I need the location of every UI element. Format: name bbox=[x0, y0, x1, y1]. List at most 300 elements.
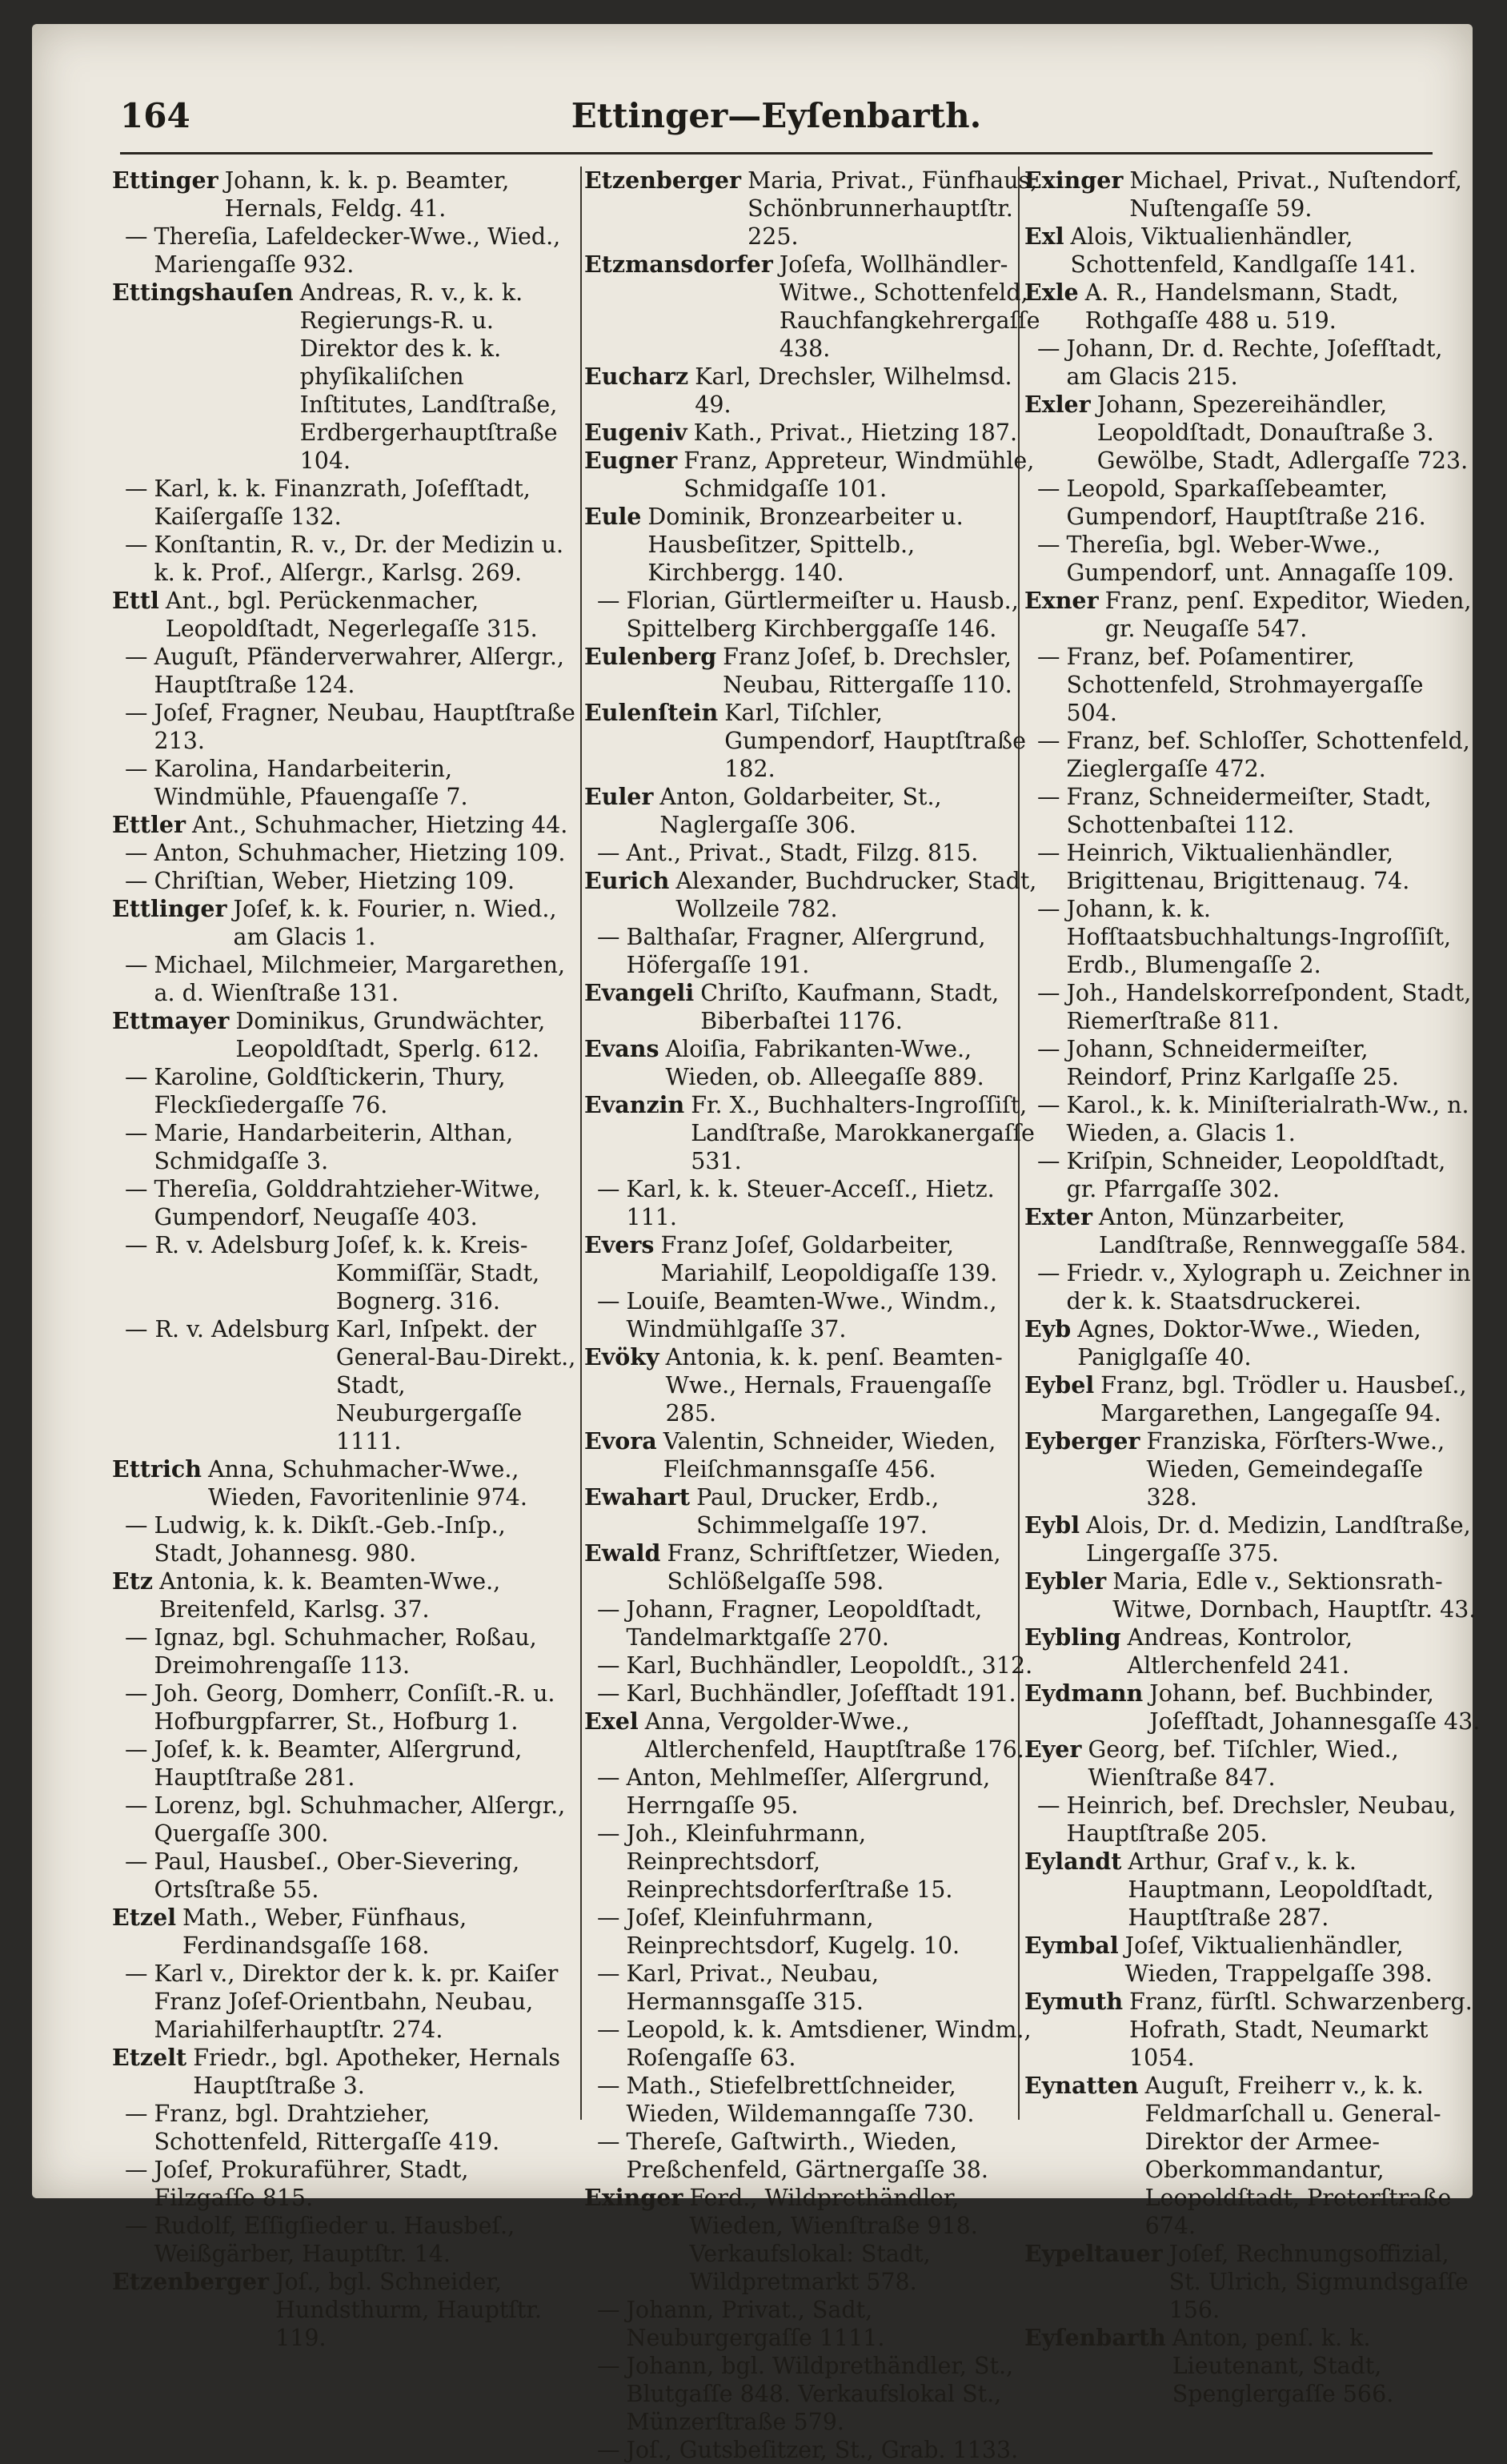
entry-details: Michael, Privat., Nuſtendorf, Nuſtengaſſe 59. bbox=[1129, 167, 1462, 222]
entry-details: Franziska, Förſters-Wwe., Wieden, Gemeindegaſſe 328. bbox=[1146, 1428, 1445, 1511]
entry-details: Ant., bgl. Perückenmacher, Leopoldſtadt, Negerlegaſſe 315. bbox=[165, 588, 538, 642]
entry-surname: Eybling bbox=[1024, 1623, 1121, 1651]
entry-details: Franz Joſef, Goldarbeiter, Mariahilf, Leopoldigaſſe 139. bbox=[660, 1232, 998, 1286]
directory-entry bbox=[112, 1511, 576, 1567]
entry-surname: — bbox=[125, 1064, 148, 1090]
directory-entry bbox=[112, 867, 576, 895]
entry-surname: Etzenberger bbox=[112, 2268, 270, 2295]
directory-entry bbox=[112, 895, 576, 951]
directory-entry bbox=[584, 167, 1040, 251]
directory-entry bbox=[1024, 2240, 1481, 2324]
entry-details: Karl, Buchhändler, Leopoldſt., 312. bbox=[626, 1652, 1033, 1679]
entry-details: Heinrich, Viktualienhändler, Brigittenau, Brigittenaug. 74. bbox=[1066, 840, 1410, 894]
entry-surname: — bbox=[125, 1848, 148, 1875]
entry-surname: — bbox=[1037, 728, 1060, 754]
entry-details: Karl, Drechsler, Wilhelmsd. 49. bbox=[695, 363, 1012, 418]
entry-details: Ludwig, k. k. Dikſt.-Geb.-Inſp., Stadt, Johannesg. 980. bbox=[154, 1512, 506, 1567]
entry-details: Michael, Milchmeier, Margarethen, a. d. Wienſtraße 131. bbox=[154, 952, 566, 1006]
entry-surname: Eybler bbox=[1024, 1567, 1107, 1595]
page-number: 164 bbox=[120, 96, 190, 135]
entry-surname: — bbox=[1037, 1260, 1060, 1286]
entry-details: Alexander, Buchdrucker, Stadt, Wollzeile 782. bbox=[675, 868, 1037, 922]
directory-entry bbox=[112, 223, 576, 279]
directory-entry bbox=[1024, 475, 1481, 531]
entry-details: Franz, penſ. Expeditor, Wieden, gr. Neugaſſe 547. bbox=[1104, 588, 1472, 642]
entry-surname: Exler bbox=[1024, 391, 1091, 418]
entry-surname: Etzelt bbox=[112, 2044, 187, 2071]
entry-details: Karl, Tiſchler, Gumpendorf, Hauptſtraße 182. bbox=[724, 700, 1026, 782]
entry-details: Maria, Privat., Fünfhaus, Schönbrunnerhauptſtr. 225. bbox=[747, 167, 1038, 250]
directory-entry bbox=[584, 2072, 1040, 2128]
entry-surname: — bbox=[125, 644, 148, 670]
directory-entry bbox=[584, 587, 1040, 643]
entry-surname: — bbox=[125, 1680, 148, 1707]
entry-surname: Ettingshauſen bbox=[112, 279, 294, 306]
directory-entry bbox=[1024, 1371, 1481, 1427]
directory-entry bbox=[112, 1679, 576, 1736]
entry-surname: Eynatten bbox=[1024, 2072, 1139, 2099]
directory-entry bbox=[1024, 1848, 1481, 1932]
directory-entry bbox=[112, 1007, 576, 1063]
entry-surname: Euler bbox=[584, 783, 654, 810]
entry-surname: Etz bbox=[112, 1567, 154, 1595]
entry-surname: Eurich bbox=[584, 867, 670, 894]
entry-surname: — bbox=[1037, 532, 1060, 558]
entry-surname: — bbox=[597, 2129, 620, 2155]
entry-details: Franz, bgl. Drahtzieher, Schottenfeld, Rittergaſſe 419. bbox=[154, 2101, 500, 2155]
directory-entry bbox=[112, 2156, 576, 2212]
directory-entry bbox=[112, 279, 576, 475]
entry-details: Joſef, k. k. Kreis-Kommiſſär, Stadt, Bognerg. 316. bbox=[335, 1232, 540, 1314]
entry-details: Friedr., bgl. Apotheker, Hernals Hauptſtraße 3. bbox=[193, 2045, 561, 2099]
entry-surname: Exel bbox=[584, 1708, 639, 1735]
entry-surname: Evora bbox=[584, 1427, 657, 1455]
entry-surname: Eyb bbox=[1024, 1315, 1072, 1342]
directory-entry bbox=[1024, 1259, 1481, 1315]
directory-entry bbox=[584, 503, 1040, 587]
entry-details: Karl, Buchhändler, Joſefſtadt 191. bbox=[626, 1680, 1016, 1707]
entry-surname: — bbox=[597, 1680, 620, 1707]
entry-details: Florian, Gürtlermeiſter u. Hausb., Spittelberg Kirchberggaſſe 146. bbox=[626, 588, 1019, 642]
directory-entry bbox=[584, 363, 1040, 419]
entry-surname: — bbox=[125, 2101, 148, 2127]
directory-entry bbox=[1024, 1091, 1481, 1147]
entry-surname: Exter bbox=[1024, 1203, 1093, 1230]
entry-details: Chriſto, Kaufmann, Stadt, Biberbaſtei 1176. bbox=[700, 980, 1000, 1034]
entry-surname: Ettlinger bbox=[112, 895, 227, 922]
entry-surname: Eybel bbox=[1024, 1371, 1095, 1399]
directory-entry bbox=[1024, 979, 1481, 1035]
entry-surname: — bbox=[1037, 1148, 1060, 1174]
entry-details: Anton, penſ. k. k. Lieutenant, Stadt, Spenglergaſſe 566. bbox=[1172, 2325, 1394, 2407]
entry-details: Andreas, R. v., k. k. Regierungs-R. u. Direktor des k. k. phyſikaliſchen Inſtitutes, Landſtraße, Erdbergerhauptſtraße 104. bbox=[299, 279, 558, 474]
directory-entry bbox=[112, 531, 576, 587]
directory-entry bbox=[1024, 391, 1481, 475]
directory-entry bbox=[1024, 1427, 1481, 1511]
entry-surname: — bbox=[597, 1288, 620, 1314]
entry-surname: Evers bbox=[584, 1231, 655, 1258]
entry-details: Lorenz, bgl. Schuhmacher, Alſergr., Quergaſſe 300. bbox=[154, 1792, 566, 1847]
entry-surname: — bbox=[125, 840, 148, 866]
entry-details: Anna, Vergolder-Wwe., Altlerchenfeld, Hauptſtraße 176. bbox=[644, 1708, 1024, 1763]
directory-entry bbox=[112, 1623, 576, 1679]
entry-surname: Eyſenbarth bbox=[1024, 2324, 1166, 2351]
entry-details: Ant., Privat., Stadt, Filzg. 815. bbox=[626, 840, 979, 866]
entry-details: Johann, Schneidermeiſter, Reindorf, Prinz Karlgaſſe 25. bbox=[1066, 1036, 1399, 1090]
column-1 bbox=[112, 167, 576, 2351]
entry-details: Ignaz, bgl. Schuhmacher, Roßau, Dreimohrengaſſe 113. bbox=[154, 1624, 537, 1679]
entry-surname: — bbox=[125, 1512, 148, 1539]
directory-entry bbox=[112, 951, 576, 1007]
entry-surname: Eylandt bbox=[1024, 1848, 1122, 1875]
directory-entry bbox=[112, 167, 576, 223]
entry-surname: — bbox=[1037, 644, 1060, 670]
entry-details: Joh., Kleinfuhrmann, Reinprechtsdorf, Reinprechtsdorferſtraße 15. bbox=[626, 1820, 953, 1903]
entry-details: Joſ., Gutsbeſitzer, St., Grab. 1133. bbox=[626, 2437, 1019, 2463]
entry-details: Joſef, Rechnungsoffizial, St. Ulrich, Sigmundsgaſſe 156. bbox=[1168, 2241, 1469, 2323]
directory-entry bbox=[1024, 1988, 1481, 2072]
directory-entry bbox=[1024, 1679, 1481, 1736]
entry-surname: — bbox=[125, 223, 148, 250]
entry-details: Anna, Schuhmacher-Wwe., Wieden, Favoritenlinie 974. bbox=[207, 1456, 527, 1511]
entry-details: Aloiſia, Fabrikanten-Wwe., Wieden, ob. Alleegaſſe 889. bbox=[665, 1036, 984, 1090]
entry-surname: — bbox=[125, 1120, 148, 1146]
entry-details: Joſef, k. k. Beamter, Alſergrund, Hauptſtraße 281. bbox=[154, 1736, 523, 1791]
entry-details: Franz, fürſtl. Schwarzenberg. Hofrath, Stadt, Neumarkt 1054. bbox=[1129, 1988, 1473, 2071]
directory-entry bbox=[1024, 1932, 1481, 1988]
entry-surname: Ettler bbox=[112, 811, 186, 838]
entry-details: Johann, Privat., Sadt, Neuburgergaſſe 1111. bbox=[626, 2297, 885, 2351]
entry-details: Johann, bef. Buchbinder, Joſefſtadt, Johannesgaſſe 43. bbox=[1149, 1680, 1481, 1735]
entry-details: Thereſia, Golddrahtzieher-Witwe, Gumpendorf, Neugaſſe 403. bbox=[154, 1176, 541, 1230]
directory-entry bbox=[584, 1708, 1040, 1764]
directory-entry bbox=[112, 1455, 576, 1511]
directory-entry bbox=[112, 2044, 576, 2100]
entry-surname: — bbox=[597, 1596, 620, 1623]
entry-details: Paul, Hausbeſ., Ober-Sievering, Ortsſtraße 55. bbox=[154, 1848, 520, 1903]
entry-details: Johann, Fragner, Leopoldſtadt, Tandelmarktgaſſe 270. bbox=[626, 1596, 983, 1651]
entry-details: Joh. Georg, Domherr, Conſiſt.-R. u. Hofburgpfarrer, St., Hofburg 1. bbox=[154, 1680, 555, 1735]
directory-entry bbox=[1024, 1623, 1481, 1679]
entry-details: Johann, bgl. Wildprethändler, St., Blutgaſſe 848. Verkaufslokal St., Münzerſtraße 579. bbox=[626, 2353, 1014, 2435]
running-head: Ettinger—Eyſenbarth. bbox=[571, 96, 982, 135]
entry-details: Johann, Dr. d. Rechte, Joſefſtadt, am Glacis 215. bbox=[1066, 335, 1443, 390]
directory-entry bbox=[584, 1904, 1040, 1960]
entry-details: Konſtantin, R. v., Dr. der Medizin u. k. k. Prof., Alſergr., Karlsg. 269. bbox=[154, 532, 564, 586]
directory-entry bbox=[1024, 587, 1481, 643]
directory-entry bbox=[584, 783, 1040, 839]
directory-entry bbox=[584, 2016, 1040, 2072]
entry-details: Leopold, k. k. Amtsdiener, Windm., Roſengaſſe 63. bbox=[626, 2017, 1032, 2071]
entry-surname: — bbox=[597, 2297, 620, 2323]
entry-surname: — bbox=[1037, 980, 1060, 1006]
entry-details: Kriſpin, Schneider, Leopoldſtadt, gr. Pfarrgaſſe 302. bbox=[1066, 1148, 1446, 1202]
directory-entry bbox=[584, 699, 1040, 783]
directory-entry bbox=[584, 1679, 1040, 1708]
entry-surname: Eypeltauer bbox=[1024, 2240, 1163, 2267]
entry-details: Joh., Handelskorreſpondent, Stadt, Riemerſtraße 811. bbox=[1066, 980, 1472, 1034]
entry-surname: — bbox=[125, 868, 148, 894]
entry-surname: — bbox=[597, 2437, 620, 2463]
entry-surname: — bbox=[597, 924, 620, 950]
entry-surname: — bbox=[597, 1960, 620, 1987]
entry-surname: Evanzin bbox=[584, 1091, 685, 1118]
entry-details: Agnes, Doktor-Wwe., Wieden, Paniglgaſſe 40. bbox=[1077, 1316, 1421, 1370]
entry-surname: — bbox=[597, 2073, 620, 2099]
entry-surname: Eydmann bbox=[1024, 1679, 1144, 1707]
entry-surname: — bbox=[125, 2157, 148, 2183]
entry-surname: — bbox=[1037, 476, 1060, 502]
entry-details: Kath., Privat., Hietzing 187. bbox=[693, 419, 1018, 446]
directory-entry bbox=[1024, 167, 1481, 223]
entry-details: Joſef, Viktualienhändler, Wieden, Trappelgaſſe 398. bbox=[1124, 1932, 1433, 1987]
entry-details: Fr. X., Buchhalters-Ingroſſiſt, Landſtraße, Marokkanergaſſe 531. bbox=[691, 1092, 1035, 1174]
directory-entry bbox=[584, 1960, 1040, 2016]
entry-surname: Eugeniv bbox=[584, 419, 687, 446]
entry-surname: — bbox=[125, 1176, 148, 1202]
entry-details: Karolina, Handarbeiterin, Windmühle, Pfauengaſſe 7. bbox=[154, 756, 468, 810]
entry-surname: — bbox=[125, 2213, 148, 2239]
directory-entry bbox=[112, 587, 576, 643]
entry-details: Joſefa, Wollhändler-Witwe., Schottenfeld, Rauchfangkehrergaſſe 438. bbox=[779, 251, 1040, 362]
directory-entry bbox=[112, 1960, 576, 2044]
directory-page bbox=[32, 24, 1481, 2463]
entry-details: Anton, Mehlmeſſer, Alſergrund, Herrngaſſe 95. bbox=[626, 1764, 991, 1819]
directory-entry bbox=[584, 2296, 1040, 2352]
entry-surname: Exner bbox=[1024, 587, 1099, 614]
entry-details: Andreas, Kontrolor, Altlerchenfeld 241. bbox=[1127, 1624, 1353, 1679]
directory-entry bbox=[584, 2436, 1040, 2464]
entry-details: Thereſia, bgl. Weber-Wwe., Gumpendorf, unt. Annagaſſe 109. bbox=[1066, 532, 1455, 586]
entry-surname: — bbox=[125, 700, 148, 726]
entry-details: Karl v., Direktor der k. k. pr. Kaiſer Franz Joſef-Orientbahn, Neubau, Mariahilferhauptſtr. 274. bbox=[154, 1960, 559, 2043]
directory-entry bbox=[584, 447, 1040, 503]
entry-details: Arthur, Graf v., k. k. Hauptmann, Leopoldſtadt, Hauptſtraße 287. bbox=[1128, 1848, 1434, 1931]
directory-entry bbox=[584, 643, 1040, 699]
directory-entry bbox=[1024, 1203, 1481, 1259]
entry-details: Karl, k. k. Steuer-Acceſſ., Hietz. 111. bbox=[626, 1176, 995, 1230]
entry-surname: — bbox=[125, 1736, 148, 1763]
entry-surname: — bbox=[125, 952, 148, 978]
entry-details: Thereſe, Gaſtwirth., Wieden, Preßchenfeld, Gärtnergaſſe 38. bbox=[626, 2129, 988, 2183]
entry-surname: — bbox=[597, 2017, 620, 2043]
directory-entry bbox=[1024, 643, 1481, 727]
entry-surname: — bbox=[1037, 784, 1060, 810]
directory-entry bbox=[584, 1343, 1040, 1427]
directory-entry bbox=[112, 1231, 576, 1315]
entry-surname: Exle bbox=[1024, 279, 1079, 306]
entry-details: Heinrich, bef. Drechsler, Neubau, Hauptſtraße 205. bbox=[1066, 1792, 1457, 1847]
entry-surname: Eulenberg bbox=[584, 643, 717, 670]
directory-entry bbox=[584, 251, 1040, 363]
directory-entry bbox=[1024, 1792, 1481, 1848]
entry-surname: Evans bbox=[584, 1035, 659, 1062]
directory-entry bbox=[112, 1315, 576, 1455]
directory-entry bbox=[584, 867, 1040, 923]
entry-details: Joſ., bgl. Schneider, Hundsthurm, Hauptſtr. 119. bbox=[275, 2269, 542, 2351]
directory-entry bbox=[584, 1175, 1040, 1231]
entry-details: Karol., k. k. Miniſterialrath-Ww., n. Wieden, a. Glacis 1. bbox=[1066, 1092, 1469, 1146]
directory-entry bbox=[112, 2268, 576, 2352]
entry-details: Anton, Schuhmacher, Hietzing 109. bbox=[154, 840, 566, 866]
directory-entry bbox=[1024, 279, 1481, 335]
entry-details: Balthaſar, Fragner, Alſergrund, Höfergaſſe 191. bbox=[626, 924, 986, 978]
entry-surname: — bbox=[597, 588, 620, 614]
entry-surname: — bbox=[125, 1960, 148, 1987]
directory-entry bbox=[112, 1063, 576, 1119]
directory-entry bbox=[584, 2184, 1040, 2296]
entry-surname: — bbox=[1037, 840, 1060, 866]
column-3 bbox=[1024, 167, 1481, 2407]
entry-details: Franz, Appreteur, Windmühle, Schmidgaſſe 101. bbox=[683, 447, 1035, 502]
directory-entry bbox=[584, 1091, 1040, 1175]
directory-entry bbox=[1024, 1511, 1481, 1567]
directory-entry bbox=[584, 979, 1040, 1035]
entry-surname: Eymuth bbox=[1024, 1988, 1124, 2015]
entry-details: Joſef, k. k. Fourier, n. Wied., am Glacis 1. bbox=[233, 896, 557, 950]
entry-details: Antonia, k. k. Beamten-Wwe., Breitenfeld, Karlsg. 37. bbox=[159, 1568, 501, 1623]
entry-surname: — R. v. Adelsburg bbox=[125, 1232, 330, 1258]
entry-surname: — bbox=[1037, 1792, 1060, 1819]
entry-surname: Eyberger bbox=[1024, 1427, 1140, 1455]
entry-surname: — bbox=[597, 1652, 620, 1679]
directory-entry bbox=[1024, 223, 1481, 279]
directory-entry bbox=[112, 475, 576, 531]
directory-entry bbox=[1024, 1315, 1481, 1371]
entry-details: Auguſt, Freiherr v., k. k. Feldmarſchall u. General-Direktor der Armee-Oberkommandantur, Leopoldſtadt, Preterſtraße 674. bbox=[1144, 2073, 1452, 2239]
entry-surname: — bbox=[597, 2353, 620, 2379]
entry-details: Franz, Schriftſetzer, Wieden, Schlößelgaſſe 598. bbox=[667, 1540, 1001, 1595]
entry-surname: — bbox=[1037, 335, 1060, 362]
directory-entry bbox=[584, 1595, 1040, 1651]
directory-entry bbox=[584, 2128, 1040, 2184]
entry-details: Thereſia, Lafeldecker-Wwe., Wied., Mariengaſſe 932. bbox=[154, 223, 561, 278]
entry-surname: Ettl bbox=[112, 587, 159, 614]
entry-surname: Eulenſtein bbox=[584, 699, 719, 726]
directory-entry bbox=[584, 1651, 1040, 1679]
entry-details: Karl, Privat., Neubau, Hermannsgaſſe 315. bbox=[626, 1960, 880, 2015]
entry-details: Math., Weber, Fünfhaus, Ferdinandsgaſſe 168. bbox=[182, 1904, 467, 1959]
entry-details: A. R., Handelsmann, Stadt, Rothgaſſe 488 u. 519. bbox=[1084, 279, 1399, 334]
entry-surname: — bbox=[597, 1176, 620, 1202]
entry-surname: Ewald bbox=[584, 1539, 661, 1567]
entry-details: Auguſt, Pfänderverwahrer, Alſergr., Hauptſtraße 124. bbox=[154, 644, 564, 698]
entry-surname: — bbox=[125, 1792, 148, 1819]
entry-details: Karl, Inſpekt. der General-Bau-Direkt., Stadt, Neuburgergaſſe 1111. bbox=[335, 1316, 576, 1455]
directory-entry bbox=[1024, 783, 1481, 839]
entry-surname: Evangeli bbox=[584, 979, 695, 1006]
column-2 bbox=[584, 167, 1040, 2463]
entry-surname: — bbox=[597, 1904, 620, 1931]
directory-entry bbox=[112, 643, 576, 699]
entry-surname: Evöky bbox=[584, 1343, 659, 1370]
entry-surname: — bbox=[597, 840, 620, 866]
entry-details: Franz, bef. Schloſſer, Schottenfeld, Zieglergaſſe 472. bbox=[1066, 728, 1470, 782]
entry-details: Alois, Dr. d. Medizin, Landſtraße, Lingergaſſe 375. bbox=[1086, 1512, 1471, 1567]
directory-entry bbox=[112, 1904, 576, 1960]
directory-entry bbox=[584, 1539, 1040, 1595]
directory-entry bbox=[112, 1175, 576, 1231]
directory-entry bbox=[1024, 2324, 1481, 2408]
entry-details: Anton, Münzarbeiter, Landſtraße, Rennweggaſſe 584. bbox=[1099, 1204, 1467, 1258]
entry-surname: Ettmayer bbox=[112, 1007, 230, 1034]
entry-surname: — bbox=[597, 1764, 620, 1791]
entry-details: Alois, Viktualienhändler, Schottenfeld, Kandlgaſſe 141. bbox=[1070, 223, 1417, 278]
entry-details: Joſef, Prokuraführer, Stadt, Filzgaſſe 815. bbox=[154, 2157, 469, 2211]
directory-entry bbox=[584, 1483, 1040, 1539]
entry-surname: — bbox=[597, 1820, 620, 1847]
directory-entry bbox=[1024, 1567, 1481, 1623]
entry-surname: Eugner bbox=[584, 447, 678, 474]
directory-entry bbox=[1024, 1147, 1481, 1203]
entry-surname: Eybl bbox=[1024, 1511, 1080, 1539]
directory-entry bbox=[1024, 839, 1481, 895]
directory-entry bbox=[1024, 895, 1481, 979]
entry-surname: Ettinger bbox=[112, 167, 218, 194]
directory-entry bbox=[584, 1820, 1040, 1904]
entry-surname: Exinger bbox=[1024, 167, 1124, 194]
directory-entry bbox=[112, 755, 576, 811]
entry-details: Johann, k. k. Hofſtaatsbuchhaltungs-Ingroſſiſt, Erdb., Blumengaſſe 2. bbox=[1066, 896, 1452, 978]
entry-surname: Eyer bbox=[1024, 1736, 1082, 1763]
entry-details: Joſef, Kleinfuhrmann, Reinprechtsdorf, Kugelg. 10. bbox=[626, 1904, 960, 1959]
page-header bbox=[120, 96, 1433, 155]
entry-surname: Etzmansdorfer bbox=[584, 251, 773, 278]
entry-details: Chriſtian, Weber, Hietzing 109. bbox=[154, 868, 515, 894]
directory-entry bbox=[584, 2352, 1040, 2436]
entry-surname: — bbox=[1037, 1092, 1060, 1118]
directory-entry bbox=[1024, 2072, 1481, 2240]
directory-entry bbox=[584, 839, 1040, 867]
entry-surname: Ettrich bbox=[112, 1455, 202, 1483]
entry-surname: Eule bbox=[584, 503, 642, 530]
entry-details: Louiſe, Beamten-Wwe., Windm., Windmühlgaſſe 37. bbox=[626, 1288, 997, 1342]
entry-details: Ferd., Wildprethändler, Wieden, Wienſtraße 918. Verkaufslokal: Stadt, Wildpretmarkt 578. bbox=[689, 2185, 978, 2295]
directory-entry bbox=[584, 1035, 1040, 1091]
entry-surname: Etzel bbox=[112, 1904, 177, 1931]
directory-entry bbox=[112, 1567, 576, 1623]
directory-entry bbox=[1024, 1035, 1481, 1091]
directory-entry bbox=[112, 1119, 576, 1175]
entry-details: Franz, bef. Poſamentirer, Schottenfeld, Strohmayergaſſe 504. bbox=[1066, 644, 1424, 726]
entry-surname: Eymbal bbox=[1024, 1932, 1119, 1959]
directory-entry bbox=[584, 1287, 1040, 1343]
entry-details: Johann, k. k. p. Beamter, Hernals, Feldg. 41. bbox=[224, 167, 510, 222]
entry-details: Valentin, Schneider, Wieden, Fleiſchmannsgaſſe 456. bbox=[663, 1428, 996, 1483]
directory-entry bbox=[112, 1792, 576, 1848]
entry-details: Georg, bef. Tiſchler, Wied., Wienſtraße 847. bbox=[1088, 1736, 1399, 1791]
entry-details: Franz, Schneidermeiſter, Stadt, Schottenbaſtei 112. bbox=[1066, 784, 1432, 838]
directory-entry bbox=[112, 699, 576, 755]
entry-surname: — bbox=[1037, 1036, 1060, 1062]
entry-details: Joſef, Fragner, Neubau, Hauptſtraße 213. bbox=[154, 700, 575, 754]
entry-details: Johann, Spezereihändler, Leopoldſtadt, Donauſtraße 3. Gewölbe, Stadt, Adlergaſſe 723. bbox=[1096, 391, 1469, 474]
entry-surname: Exinger bbox=[584, 2184, 683, 2211]
entry-details: Math., Stiefelbrettſchneider, Wieden, Wildemanngaſſe 730. bbox=[626, 2073, 975, 2127]
entry-surname: — bbox=[125, 756, 148, 782]
directory-entry bbox=[112, 839, 576, 867]
entry-details: Maria, Edle v., Sektionsrath-Witwe, Dornbach, Hauptſtr. 43. bbox=[1112, 1568, 1477, 1623]
entry-details: Dominikus, Grundwächter, Leopoldſtadt, Sperlg. 612. bbox=[235, 1008, 546, 1062]
entry-surname: Ewahart bbox=[584, 1483, 691, 1511]
directory-entry bbox=[112, 2100, 576, 2156]
directory-entry bbox=[112, 1736, 576, 1792]
entry-details: Friedr. v., Xylograph u. Zeichner in der k. k. Staatsdruckerei. bbox=[1066, 1260, 1471, 1314]
column-divider bbox=[580, 167, 582, 2120]
entry-surname: — R. v. Adelsburg bbox=[125, 1316, 330, 1342]
entry-details: Franz Joſef, b. Drechsler, Neubau, Rittergaſſe 110. bbox=[723, 644, 1012, 698]
directory-entry bbox=[584, 1764, 1040, 1820]
